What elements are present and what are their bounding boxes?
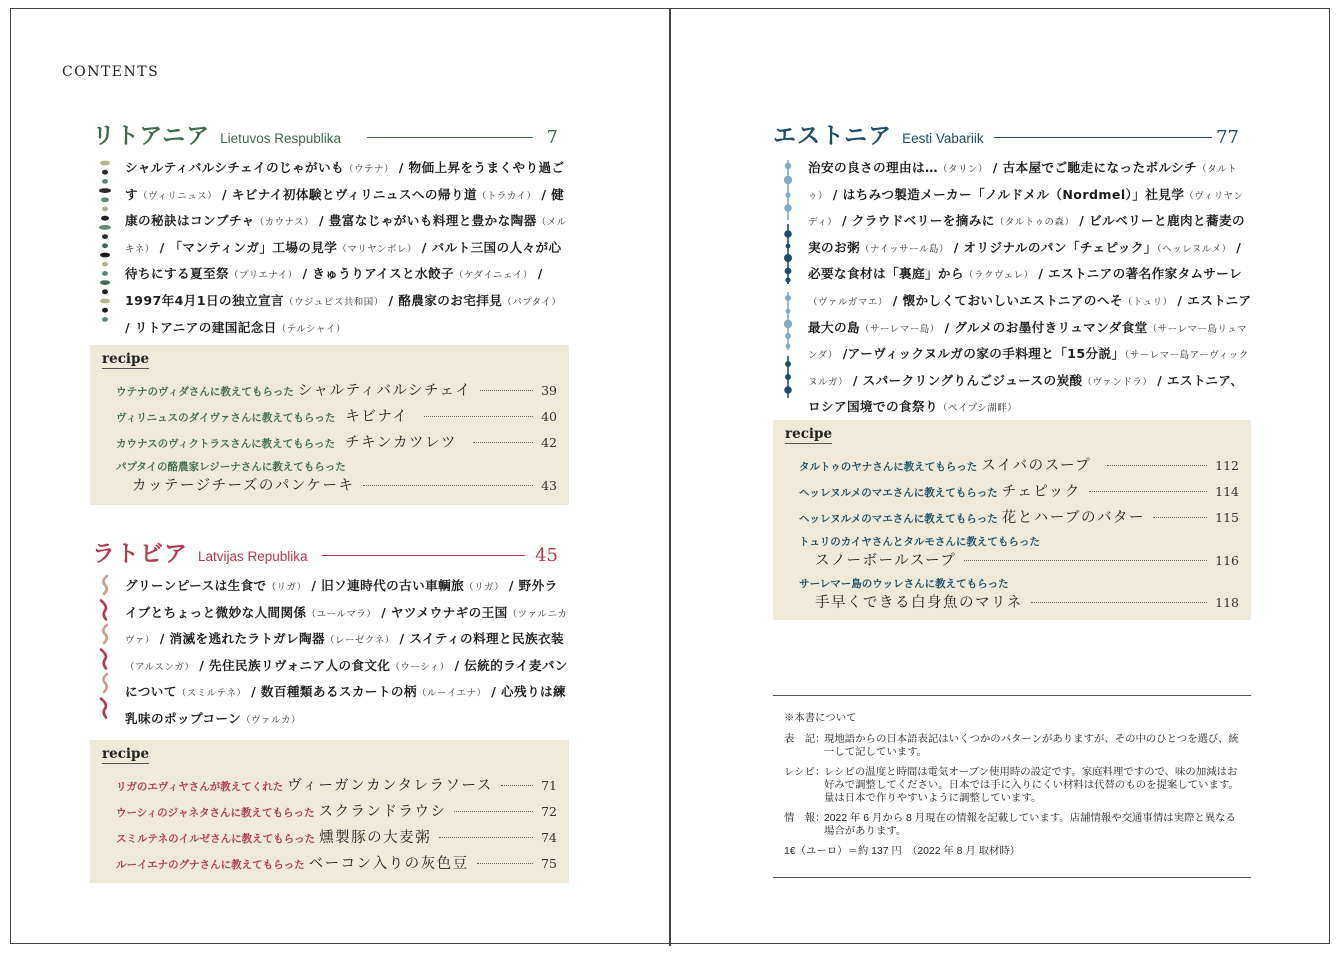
section-heading-estonia[interactable] bbox=[773, 117, 1239, 150]
recipe-source: リガのエヴィヤさんが教えてくれた bbox=[116, 781, 284, 793]
recipe-entry[interactable] bbox=[116, 431, 557, 452]
note-text: レシピの温度と時間は電気オーブン使用時の設定です。家庭料理ですので、味の加減はお好みで調整してください。日本では手に入りにくい材料は代替のものを提案しています。量は日本で作りやすいように調整しています。 bbox=[824, 767, 1239, 804]
topic-place: （テルシャイ） bbox=[276, 323, 346, 335]
section-heading-latvia[interactable] bbox=[92, 535, 558, 568]
note-text: 2022 年 6 月から 8 月現在の情報を記載しています。店舗情報や交通事情は実際と異なる場合があります。 bbox=[824, 813, 1236, 837]
recipe-page: 40 bbox=[541, 409, 557, 424]
topic-place: （サーレマー島アーヴィックヌルガ） bbox=[808, 350, 1249, 388]
about-this-book-notes bbox=[784, 712, 1244, 858]
leader-dots bbox=[473, 442, 533, 443]
bead-icon bbox=[102, 243, 108, 248]
topic-place: （アルスンガ） bbox=[125, 661, 195, 673]
heading-rule bbox=[367, 137, 533, 138]
topic-place: （ウジュピス共和国） bbox=[283, 296, 384, 308]
topic-title: / エストニアの著名作家タムサーレ bbox=[1033, 266, 1243, 282]
bead-icon bbox=[102, 317, 108, 322]
topic-place: （ヴィリヤンディ） bbox=[808, 190, 1244, 229]
topic-title: / 消滅を逃れたラトガレ陶器 bbox=[154, 631, 326, 647]
recipe-dish: スイバのスープ bbox=[981, 458, 1092, 474]
bead-icon bbox=[102, 179, 108, 184]
wave-markers-latvia bbox=[96, 572, 116, 727]
recipe-source: サーレマー島のウッレさんに教えてもらった bbox=[799, 578, 1009, 590]
bead-icon bbox=[100, 161, 110, 166]
recipe-page: 116 bbox=[1215, 553, 1239, 568]
leader-dots bbox=[480, 390, 533, 391]
bead-icon bbox=[786, 309, 791, 314]
bead-icon bbox=[785, 268, 792, 275]
recipe-source: ウテナのヴィダさんに教えてもらった bbox=[116, 386, 294, 398]
contents-heading: CONTENTS bbox=[62, 64, 160, 80]
topic-title: / はちみつ製造メーカー「ノルドメル（Nordmel）」社見学 bbox=[828, 186, 1185, 202]
topic-place: （レーゼクネ） bbox=[325, 635, 395, 647]
heading-rule bbox=[994, 137, 1212, 138]
recipe-entry[interactable] bbox=[799, 480, 1239, 501]
topic-place: （ウテナ） bbox=[343, 164, 394, 175]
wave-icon bbox=[103, 674, 107, 692]
leader-dots bbox=[477, 863, 534, 864]
topic-place: （ナイッサール島） bbox=[859, 243, 949, 255]
bead-icon bbox=[786, 244, 791, 249]
topic-title: / バルト三国の人々が心待ちにする夏至祭 bbox=[125, 239, 562, 282]
recipe-dish: ヴィーガンカンタレラソース bbox=[287, 778, 493, 794]
notes-bottom-rule bbox=[773, 877, 1251, 878]
topic-title: / 古本屋でご馳走になったボルシチ bbox=[987, 160, 1198, 175]
notes-top-rule bbox=[773, 695, 1251, 696]
recipe-source: ヘッレヌルメのマエさんに教えてもらった bbox=[799, 513, 998, 525]
bead-icon bbox=[101, 197, 109, 202]
note-label: 表 記： bbox=[784, 734, 826, 745]
recipe-dish: 花とハーブのバター bbox=[1001, 510, 1146, 526]
topic-title: / クラウドベリーを摘みに bbox=[837, 213, 995, 229]
topic-place: （リガ） bbox=[266, 582, 307, 593]
country-name-native: Eesti Vabariik bbox=[902, 131, 984, 146]
topic-place: （ケダイニェイ） bbox=[453, 270, 533, 282]
topic-title: / 必要な食材は「裏庭」から bbox=[808, 239, 1242, 282]
topic-title: / 1997年4月1日の独立宣言 bbox=[125, 266, 543, 308]
recipe-box-estonia bbox=[773, 420, 1251, 620]
topic-title: / 物価上昇をうまくやり過ごす bbox=[125, 160, 565, 202]
recipe-entry[interactable] bbox=[799, 506, 1239, 527]
section-page-number: 45 bbox=[535, 545, 558, 566]
note-label: 情 報： bbox=[784, 813, 826, 824]
topic-place: （プリエナイ） bbox=[228, 270, 298, 282]
leader-dots bbox=[1153, 517, 1207, 518]
recipe-page: 39 bbox=[541, 383, 557, 398]
wave-icon bbox=[103, 576, 107, 594]
country-name-jp: ラトビア bbox=[92, 540, 188, 567]
recipe-entry[interactable] bbox=[116, 405, 557, 426]
exchange-rate-note: 1€（ユーロ）＝約 137 円 （2022 年 8 月 取材時） bbox=[784, 846, 1021, 857]
leader-dots bbox=[1107, 465, 1207, 466]
recipe-dish: スノーボールスープ bbox=[815, 553, 957, 569]
recipe-page: 112 bbox=[1215, 458, 1239, 473]
topic-place: （トラカイ） bbox=[476, 190, 537, 202]
topic-place: （ウーシィ） bbox=[390, 661, 450, 673]
recipe-source: カウナスのヴィクトラスさんに教えてもらった bbox=[116, 438, 336, 450]
bead-icon bbox=[785, 163, 791, 169]
bead-icon bbox=[785, 295, 791, 301]
bead-markers-lithuania bbox=[96, 158, 116, 328]
topic-place: （ヴィリニュス） bbox=[138, 190, 218, 202]
wave-icon bbox=[103, 625, 107, 643]
bead-icon bbox=[784, 320, 792, 328]
topic-place: （ユールマラ） bbox=[306, 608, 377, 620]
recipe-page: 75 bbox=[541, 856, 557, 871]
leader-dots bbox=[363, 485, 534, 486]
section-page-number: 7 bbox=[546, 127, 558, 148]
bead-icon bbox=[102, 308, 108, 313]
recipe-dish: 燻製豚の大麦粥 bbox=[319, 830, 432, 846]
recipe-source: ヘッレヌルメのマエさんに教えてもらった bbox=[799, 487, 998, 499]
recipe-page: 71 bbox=[541, 778, 557, 793]
recipe-source: パプタイの酪農家レジーナさんに教えてもらった bbox=[116, 461, 346, 473]
topic-title: /アーヴィックヌルガの家の手料理と「15分説」 bbox=[837, 346, 1125, 362]
note-text: 現地語からの日本語表記はいくつかのパターンがありますが、その中のひとつを選び、統一して記しています。 bbox=[824, 734, 1239, 758]
recipe-source: スミルテネのイルゼさんに教えてもらった bbox=[116, 833, 316, 845]
topic-place: （パプタイ） bbox=[502, 296, 562, 308]
topic-title: / エストニア、ロシア国境での食祭り bbox=[808, 372, 1244, 415]
leader-dots bbox=[1089, 491, 1207, 492]
note-item bbox=[784, 812, 1244, 838]
topic-title: / キビナイ初体験とヴィリニュスへの帰り道 bbox=[217, 186, 477, 202]
bead-icon bbox=[784, 176, 792, 184]
recipe-source: ルーイエナのグナさんに教えてもらった bbox=[116, 859, 305, 871]
topic-place: （ヘッレヌルメ） bbox=[1156, 243, 1232, 255]
bead-icon bbox=[102, 207, 108, 212]
topics-latvia bbox=[125, 574, 570, 734]
recipe-entry[interactable] bbox=[116, 852, 557, 873]
topic-title: シャルティバルシチェイのじゃがいも bbox=[125, 160, 344, 175]
topic-place: （トュリ） bbox=[1122, 296, 1173, 308]
topic-title: / エストニア最大の島 bbox=[808, 292, 1252, 335]
topic-title: / スイティの料理と民族衣装 bbox=[394, 631, 564, 647]
recipe-page: 118 bbox=[1215, 595, 1239, 610]
recipe-dish: ベーコン入りの灰色豆 bbox=[308, 856, 469, 872]
section-heading-lithuania[interactable] bbox=[92, 117, 558, 150]
topic-title: / 健康の秘訣はコンブチャ bbox=[125, 186, 565, 229]
wave-icon bbox=[101, 699, 106, 718]
country-name-jp: エストニア bbox=[773, 122, 893, 149]
topic-title: / きゅうりアイスと水餃子 bbox=[297, 266, 454, 282]
topic-title: / オリジナルのパン「チェピック」 bbox=[948, 239, 1157, 255]
topic-title: / 懐かしくておいしいエストニアのへそ bbox=[887, 292, 1123, 308]
topic-place: （ヴァンドラ） bbox=[1082, 376, 1153, 388]
leader-dots bbox=[454, 811, 533, 812]
bead-icon bbox=[102, 271, 108, 276]
bead-icon bbox=[785, 277, 790, 282]
bead-icon bbox=[102, 262, 108, 267]
wave-icon bbox=[101, 601, 106, 620]
leader-dots bbox=[1031, 602, 1207, 603]
bead-icon bbox=[786, 344, 791, 349]
topic-place: （タルトゥ） bbox=[808, 164, 1238, 202]
topic-place: （カウナス） bbox=[254, 217, 315, 229]
topic-title: / 豊富なじゃがいも料理と豊かな陶器 bbox=[314, 213, 537, 229]
topic-title: / リトアニアの建国記念日 bbox=[125, 319, 277, 335]
recipe-page: 74 bbox=[541, 830, 557, 845]
note-item bbox=[784, 733, 1244, 759]
recipe-entry[interactable] bbox=[799, 576, 1239, 612]
recipe-page: 72 bbox=[541, 804, 557, 819]
recipe-label: recipe bbox=[785, 426, 833, 442]
leader-dots bbox=[964, 560, 1207, 561]
bead-markers-estonia bbox=[779, 158, 799, 403]
bead-icon bbox=[102, 289, 108, 294]
bead-icon bbox=[101, 216, 109, 221]
recipe-entry[interactable] bbox=[116, 379, 557, 400]
recipe-entry[interactable] bbox=[116, 774, 557, 795]
topic-place: （ペイプシ湖畔） bbox=[937, 403, 1018, 415]
bead-icon bbox=[784, 204, 792, 212]
recipe-dish: 手早くできる白身魚のマリネ bbox=[815, 595, 1023, 611]
recipe-source: ウーシィのジャネタさんに教えてもらった bbox=[116, 807, 315, 819]
topic-place: （タリン） bbox=[937, 164, 988, 175]
recipe-box-latvia bbox=[90, 740, 569, 883]
topic-place: （タルトゥの森） bbox=[994, 217, 1075, 229]
topic-place: （ラクヴェレ） bbox=[963, 270, 1034, 282]
topic-title: / 伝統的ライ麦パンについて bbox=[125, 657, 568, 700]
bead-icon bbox=[785, 374, 791, 380]
topic-title: / グルメのお墨付きリュマンダ食堂 bbox=[939, 319, 1148, 335]
bead-icon bbox=[785, 361, 791, 367]
note-item bbox=[784, 766, 1244, 805]
topic-title: グリーンピースは生食で bbox=[125, 578, 267, 593]
recipe-source: タルトゥのヤナさんに教えてもらった bbox=[799, 461, 978, 473]
recipe-entry[interactable] bbox=[799, 534, 1239, 570]
bead-icon bbox=[100, 299, 110, 304]
topic-place: （サーレマー島） bbox=[859, 323, 940, 335]
topic-title: / ヤツメウナギの王国 bbox=[376, 604, 508, 620]
leader-dots bbox=[501, 785, 533, 786]
topic-place: （ルーイエナ） bbox=[416, 688, 487, 700]
recipe-dish: チキンカツレツ bbox=[345, 435, 457, 451]
bead-icon bbox=[99, 225, 111, 230]
recipe-page: 42 bbox=[541, 435, 557, 450]
recipe-dish: シャルティバルシチェイ bbox=[297, 383, 472, 399]
country-name-jp: リトアニア bbox=[92, 122, 211, 149]
topic-title: / 旧ソ連時代の古い車輌旅 bbox=[306, 578, 465, 593]
topic-title: / 数百種類あるスカートの柄 bbox=[246, 684, 417, 700]
recipe-box-lithuania bbox=[90, 345, 569, 505]
bead-icon bbox=[100, 253, 110, 258]
bead-icon bbox=[99, 188, 111, 193]
recipe-label: recipe bbox=[102, 351, 150, 367]
recipe-dish: カッテージチーズのパンケーキ bbox=[132, 478, 355, 494]
bead-icon bbox=[100, 280, 110, 285]
topic-title: / 先住民族リヴォニア人の食文化 bbox=[194, 657, 391, 673]
recipe-source: トュリのカイヤさんとタルモさんに教えてもらった bbox=[799, 536, 1040, 548]
note-label: レシピ： bbox=[784, 767, 826, 778]
topic-place: （ツァルニカヴァ） bbox=[125, 608, 568, 647]
recipe-entry[interactable] bbox=[116, 826, 557, 847]
topic-place: （サーレマー島リュマンダ） bbox=[808, 323, 1248, 362]
section-page-number: 77 bbox=[1216, 127, 1239, 148]
recipe-label: recipe bbox=[102, 746, 150, 762]
recipe-page: 114 bbox=[1215, 484, 1239, 499]
recipe-source: ヴィリニュスのダイヴァさんに教えてもらった bbox=[116, 412, 336, 424]
wave-icon bbox=[101, 650, 106, 669]
topic-place: （スミルテネ） bbox=[176, 688, 247, 700]
topic-place: （ヴァルカ） bbox=[241, 714, 301, 726]
bead-icon bbox=[785, 192, 790, 197]
recipe-page: 115 bbox=[1215, 510, 1239, 525]
bead-icon bbox=[784, 230, 792, 238]
topic-place: （メルキネ） bbox=[125, 217, 567, 255]
recipe-dish: スクランドラウシ bbox=[318, 804, 447, 820]
bead-icon bbox=[784, 254, 792, 262]
topic-place: （マリヤンポレ） bbox=[337, 243, 418, 255]
country-name-native: Lietuvos Respublika bbox=[220, 131, 341, 146]
topic-title: 治安の良さの理由は… bbox=[808, 160, 938, 175]
topic-place: （ヴァルガマエ） bbox=[808, 296, 888, 308]
leader-dots bbox=[424, 416, 533, 417]
recipe-entry[interactable] bbox=[799, 454, 1239, 475]
topic-title: / ビルベリーと鹿肉と蕎麦の実のお粥 bbox=[808, 213, 1246, 255]
topic-place: （リガ） bbox=[464, 582, 505, 593]
topic-title: / 酪農家のお宅拝見 bbox=[383, 292, 503, 308]
recipe-dish: キビナイ bbox=[345, 409, 409, 425]
notes-title: ※本書について bbox=[784, 713, 857, 724]
topic-title: / スパークリングりんごジュースの炭酸 bbox=[848, 372, 1083, 388]
bead-icon bbox=[785, 333, 791, 339]
recipe-entry[interactable] bbox=[116, 800, 557, 821]
recipe-entry[interactable] bbox=[116, 459, 557, 495]
leader-dots bbox=[439, 837, 533, 838]
page-spine-divider bbox=[669, 8, 671, 946]
topic-title: / 野外ライブとちょっと微妙な人間関係 bbox=[125, 578, 558, 620]
topics-lithuania bbox=[125, 156, 570, 342]
heading-rule bbox=[322, 555, 526, 556]
bead-icon bbox=[102, 170, 108, 175]
recipe-dish: チェピック bbox=[1001, 484, 1081, 500]
country-name-native: Latvijas Republika bbox=[198, 549, 308, 564]
bead-icon bbox=[784, 386, 792, 394]
recipe-page: 43 bbox=[541, 478, 557, 493]
topic-title: / 「マンティンガ」工場の見学 bbox=[154, 239, 338, 255]
topics-estonia bbox=[808, 156, 1253, 422]
topic-title: / 心残りは練乳味のポップコーン bbox=[125, 684, 567, 726]
bead-icon bbox=[102, 234, 108, 239]
